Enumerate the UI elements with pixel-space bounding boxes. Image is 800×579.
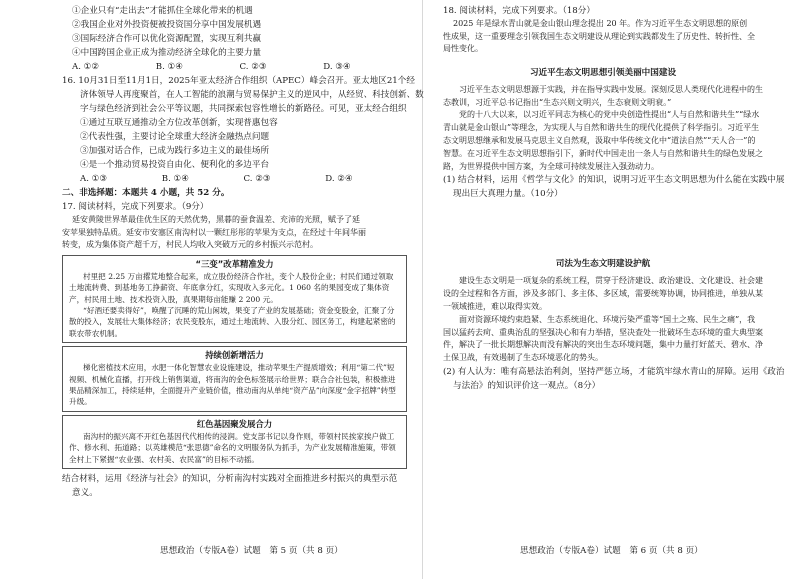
box-title: 红色基因聚发展合力 xyxy=(196,418,273,429)
section-title-judicial: 司法为生态文明建设护航 xyxy=(555,259,651,270)
q16-choice-c: C. ②③ xyxy=(243,174,271,184)
q17-intro-line: 延安黄陵世界革最佳优生区的天然优势，黑暮的蚕食温差、充沛的光照，赋予了延 xyxy=(72,215,360,224)
q16-option-3: ③加强对话合作，已成为践行多边主义的最佳场所 xyxy=(80,146,270,156)
q18-requirement-1b: 现出巨大真理力量。（10分） xyxy=(453,189,563,200)
q16-choice-b: B. ①④ xyxy=(161,174,189,184)
material-paragraph: 党的十八大以来，以习近平同志为核心的党中央创造性提出“人与自然和谐共生”“绿水青山就是金山银山”等理念，为实现人与自然和谐共生的现代化提供了科学指引。习近平生态文明思想继承和发展马克思主义自然观，汲取中华传统文化中“道法自然”“天人合一”的智慧。在习近平生态文明思想指引下，新时代中国走出一条人与自然和谐共生的绿色发展之路，为世界提供中国方案，为全球可持续发展注入强劲动力。 xyxy=(443,110,763,171)
q15-option-4: ④中国跨国企业正成为推动经济全球化的主要力量 xyxy=(72,48,262,58)
q15-choice-d: D. ③④ xyxy=(323,62,351,72)
box-title: “三变”改革精准发力 xyxy=(195,258,274,269)
q16-stem-1: 16. 10月31日至11月1日，2025年亚太经济合作组织（APEC）峰会召开。亚太地区21个经 xyxy=(62,76,415,86)
left-page xyxy=(62,0,424,500)
section-title-ecological-thought: 习近平生态文明思想引领美丽中国建设 xyxy=(529,67,677,78)
q18-requirement-2b: 与法治》的知识评价这一观点。（8分） xyxy=(453,380,601,391)
box-paragraph: 梯化密植技术应用，水肥一体化智慧农业设施建设，推动苹果生产提质增效；利用“第二代”短视频、机械化直播，打开线上销售渠道，将南沟的金色标签展示给世界；联合合社包装，积极推进果品精深加工，持续延伸，全面提升产业链价值，推动南沟从单纯“资产品”向深度“金字招牌”转型升级。 xyxy=(69,363,396,407)
box-paragraph: “好酒还要卖得好”，唤醒了沉睡的荒山闲坡，果变了产业的发展基础；资金变股金，汇聚了分散的投入，发展壮大集体经济；农民变股东，通过土地流转、入股分红、园区务工，构建起紧密的联农带农机制。 xyxy=(69,306,396,338)
q15-option-1: ①企业只有“走出去”才能抓住全球化带来的机遇 xyxy=(72,6,253,16)
q16-stem-2: 济体领导人再度聚首，在人工智能的浪潮与贸易保护主义的逆风中，从经贸、科技创新、数 xyxy=(80,90,424,100)
material-box-red-gene xyxy=(62,415,407,469)
section-2-heading: 二、非选择题：本题共 4 小题，共 52 分。 xyxy=(62,188,230,198)
footer-page-6: 思想政治（专版A卷）试题 第 6 页（共 8 页） xyxy=(520,546,703,556)
material-paragraph: 面对资源环境约束趋紧、生态系统退化、环境污染严重等“国土之殇、民生之痛”，我国以猛药去疴、重典治乱的坚强决心和有力举措，坚决查处一批破坏生态环境的重大典型案件，解决了一批长期想解决而没有解决的突出生态环境问题，集中力量打好蓝天、碧水、净土保卫战，有效遏制了生态环境恶化的势头。 xyxy=(443,314,763,363)
q16-choices xyxy=(62,172,407,186)
q18-intro xyxy=(443,18,763,56)
footer-page-5: 思想政治（专版A卷）试题 第 5 页（共 8 页） xyxy=(160,546,343,556)
q17-requirement-1: 结合材料，运用《经济与社会》的知识，分析南沟村实践对全面推进乡村振兴的典型示范 xyxy=(62,474,398,485)
q17-intro xyxy=(62,214,407,252)
q18-intro-line: 局性变化。 xyxy=(443,44,483,54)
q17-requirement-2: 意义。 xyxy=(72,488,98,499)
right-page xyxy=(443,0,785,393)
q15-choices xyxy=(62,60,407,74)
material-box-innovation xyxy=(62,346,407,412)
q18-intro-line: 性成果，这一重要理念引领我国生态文明建设从理论到实践都发生了历史性、转折性、全 xyxy=(443,31,755,41)
box-paragraph: 村里把 2.25 万亩撂荒地整合起来，成立股份经济合作社，变个人股份企业；村民们通过领取土地流转费、到基地务工挣薪资、年底拿分红，实现收入多元化。1 060 名的果园变成了集体资产，村民用土地、技术投资入股，真果期每亩能赚 2 200 元。 xyxy=(69,271,394,304)
q16-choice-d: D. ②④ xyxy=(325,174,353,184)
q15-option-2: ②我国企业对外投资便被投资国分享中国发展机遇 xyxy=(72,20,262,30)
q16-option-4: ④是一个推动贸易投资自由化、便利化的多边平台 xyxy=(80,160,270,170)
q16-option-1: ①通过互联互通推动全方位改革创新，实现普惠包容 xyxy=(80,118,278,128)
q16-option-2: ②代表性强，主要讨论全球重大经济金融热点问题 xyxy=(80,132,270,142)
q17-title: 17. 阅读材料，完成下列要求。（9分） xyxy=(62,202,209,212)
q15-choice-b: B. ①④ xyxy=(155,62,183,72)
material-paragraph: 习近平生态文明思想源于实践，并在指导实践中发展。深刻反思人类现代化进程中的生态教训，习近平总书记指出“生态兴则文明兴，生态衰则文明衰。” xyxy=(443,84,763,107)
q17-intro-line: 安苹果独特品质。延安市安塞区南沟村以一颗红彤彤的苹果为支点，在经过十年间华丽 xyxy=(62,227,366,237)
q18-intro-line: 2025 年是绿水青山就是金山银山理念提出 20 年。作为习近平生态文明思想的原创 xyxy=(453,19,748,28)
box-paragraph: 南沟村的振兴离不开红色基因代代相传的浸润。党支部书记以身作则，带领村民挨家挨户做工作、修水利、拓道路；以英雄模范“张思德”命名的文明服务队为抓手，为产业发展精准施策，带领全村上下紧握“农业强、农村美、农民富”的目标不动摇。 xyxy=(69,431,396,464)
q18-requirement-1a: (1) 结合材料，运用《哲学与文化》的知识，说明习近平生态文明思想为什么能在实践中展 xyxy=(443,175,785,186)
q18-title: 18. 阅读材料，完成下列要求。（18分） xyxy=(443,6,595,16)
page-divider xyxy=(422,0,423,579)
q16-choice-a: A. ①③ xyxy=(80,174,108,184)
material-paragraph: 建设生态文明是一项复杂的系统工程，贯穿于经济建设、政治建设、文化建设、社会建设的全过程和各方面，涉及多部门、多主体、多区域，需要统筹协调，协同推进，单独从某一领域推进，难以取得实效。 xyxy=(443,276,763,311)
q15-option-3: ③国际经济合作可以优化资源配置，实现互利共赢 xyxy=(72,34,262,44)
q17-intro-line: 转变，成为集体资产超千万，村民人均收入突破万元的乡村振兴示范村。 xyxy=(62,240,318,250)
material-box-three-changes xyxy=(62,255,407,343)
q15-choice-a: A. ①② xyxy=(72,62,100,72)
q18-requirement-2a: (2) 有人认为：唯有高悬法治利剑，坚持严惩立场，才能筑牢绿水青山的屏障。运用《政治 xyxy=(443,366,785,377)
box-title: 持续创新增活力 xyxy=(205,350,264,361)
q15-choice-c: C. ②③ xyxy=(239,62,267,72)
q16-stem-3: 字与绿色经济到社会公平等议题，共同探索包容性增长的新路径。可见，亚太经合组织 xyxy=(80,104,407,114)
